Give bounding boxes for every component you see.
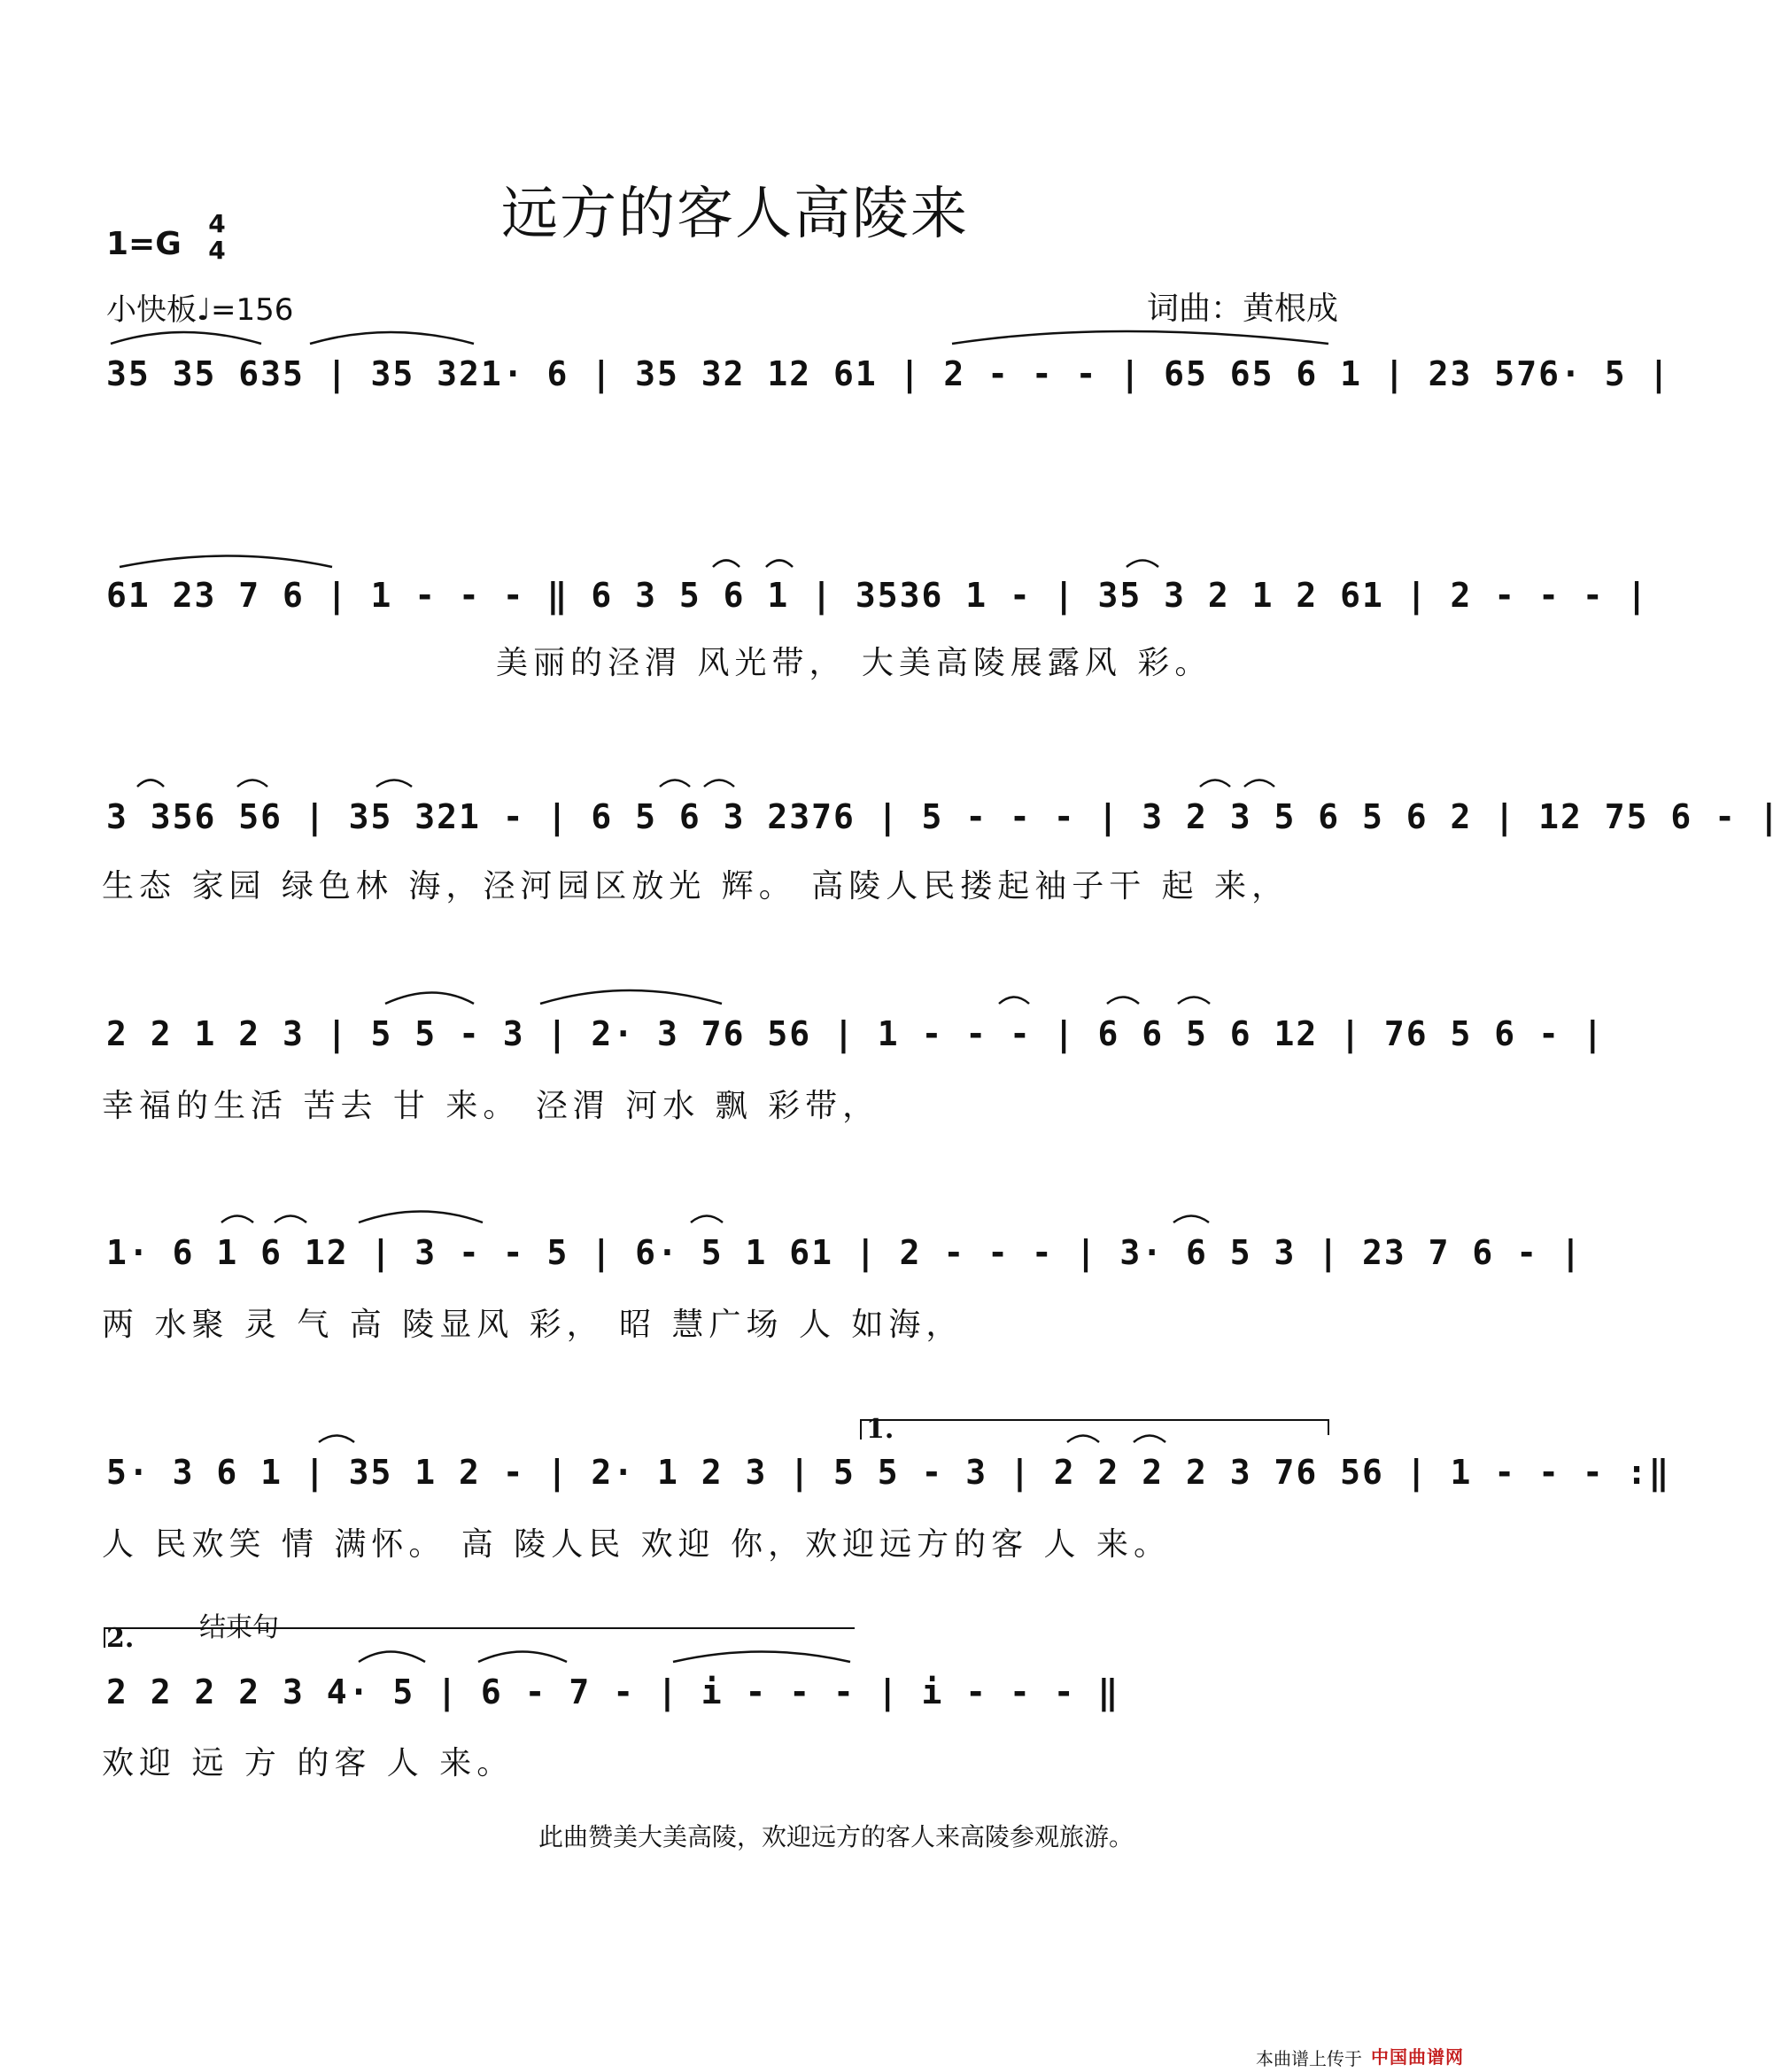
slur	[359, 1212, 483, 1223]
system-4-notes: 2 2 1 2 3 | 5 5 - 3 | 2· 3 76 56 | 1 - - - | 6 6 5 6 12 | 76 5 6 - |	[106, 1014, 1605, 1053]
slur	[952, 331, 1328, 344]
slur	[385, 993, 474, 1005]
slur	[1178, 997, 1210, 1005]
system-2-notes: 61 23 7 6 | 1 - - - ‖ 6 3 5 6 1 | 3536 1 - | 35 3 2 1 2 61 | 2 - - - |	[106, 576, 1649, 615]
slur	[1200, 780, 1230, 788]
quarter-note-icon: ♩	[197, 292, 212, 328]
system-6-lyrics: 人 民欢笑 情 满怀。 高 陵人民 欢迎 你，欢迎远方的客 人 来。	[102, 1526, 1171, 1563]
second-ending-bracket	[105, 1628, 855, 1648]
slur	[1107, 997, 1139, 1005]
second-ending-label: 2.	[106, 1623, 135, 1654]
ending-text: 结束句	[199, 1612, 279, 1643]
system-7-lyrics: 欢迎 远 方 的客 人 来。	[102, 1745, 515, 1781]
slur	[237, 780, 267, 788]
slur	[1067, 1436, 1099, 1443]
slur	[275, 1216, 306, 1223]
slur	[704, 780, 734, 788]
slur	[319, 1436, 354, 1443]
slur	[1134, 1436, 1165, 1443]
system-3-lyrics: 生态 家园 绿色林 海，泾河园区放光 辉。 高陵人民搂起袖子干 起 来，	[102, 868, 1289, 904]
time-signature-denominator: 4	[208, 236, 226, 265]
slur	[673, 1652, 850, 1663]
tempo-value: =156	[211, 292, 294, 328]
slur	[310, 332, 474, 344]
watermark-logo: 中国曲谱网	[1371, 2046, 1464, 2068]
slur	[766, 561, 793, 568]
slur	[111, 332, 261, 344]
song-title: 远方的客人高陵来	[501, 182, 969, 247]
slur	[478, 1652, 567, 1663]
slur	[999, 997, 1029, 1005]
time-signature-numerator: 4	[208, 209, 226, 238]
key-signature: 1=G	[106, 226, 182, 262]
slur	[1173, 1216, 1209, 1223]
first-ending-label: 1.	[866, 1414, 894, 1445]
slur	[1244, 780, 1274, 788]
first-ending-bracket	[861, 1420, 1328, 1440]
system-5-lyrics: 两 水聚 灵 气 高 陵显风 彩， 昭 慧广场 人 如海，	[102, 1307, 964, 1343]
system-3-notes: 3 356 56 | 35 321 - | 6 5 6 3 2376 | 5 - - - | 3 2 3 5 6 5 6 2 | 12 75 6 - |	[106, 797, 1781, 836]
slur	[540, 990, 722, 1004]
slur	[137, 780, 164, 788]
watermark-text: 本曲谱上传于	[1256, 2048, 1362, 2069]
footer-note: 此曲赞美大美高陵，欢迎远方的客人来高陵参观旅游。	[538, 1822, 1134, 1851]
slur	[120, 556, 332, 568]
system-4-lyrics: 幸福的生活 苦去 甘 来。 泾渭 河水 飘 彩带，	[102, 1088, 880, 1124]
slur	[359, 1652, 425, 1663]
system-6-notes: 5· 3 6 1 | 35 1 2 - | 2· 1 2 3 | 5 5 - 3 | 2 2 2 2 3 76 56 | 1 - - - :‖	[106, 1453, 1671, 1492]
slur	[660, 780, 690, 788]
tempo-text: 小快板	[106, 292, 197, 328]
slur	[376, 780, 412, 788]
composer-credit: 词曲：黄根成	[1147, 291, 1339, 327]
system-1-notes: 35 35 635 | 35 321· 6 | 35 32 12 61 | 2 - - - | 65 65 6 1 | 23 576· 5 |	[106, 354, 1671, 393]
system-7-notes: 2 2 2 2 3 4· 5 | 6 - 7 - | i - - - | i - - - ‖	[106, 1672, 1120, 1711]
slur	[221, 1216, 253, 1223]
system-5-notes: 1· 6 1 6 12 | 3 - - 5 | 6· 5 1 61 | 2 - - - | 3· 6 5 3 | 23 7 6 - |	[106, 1233, 1583, 1272]
system-2-lyrics: 美丽的泾渭 风光带， 大美高陵展露风 彩。	[496, 645, 1212, 681]
slur	[691, 1216, 723, 1223]
slur	[713, 561, 740, 568]
slur	[1127, 561, 1158, 568]
